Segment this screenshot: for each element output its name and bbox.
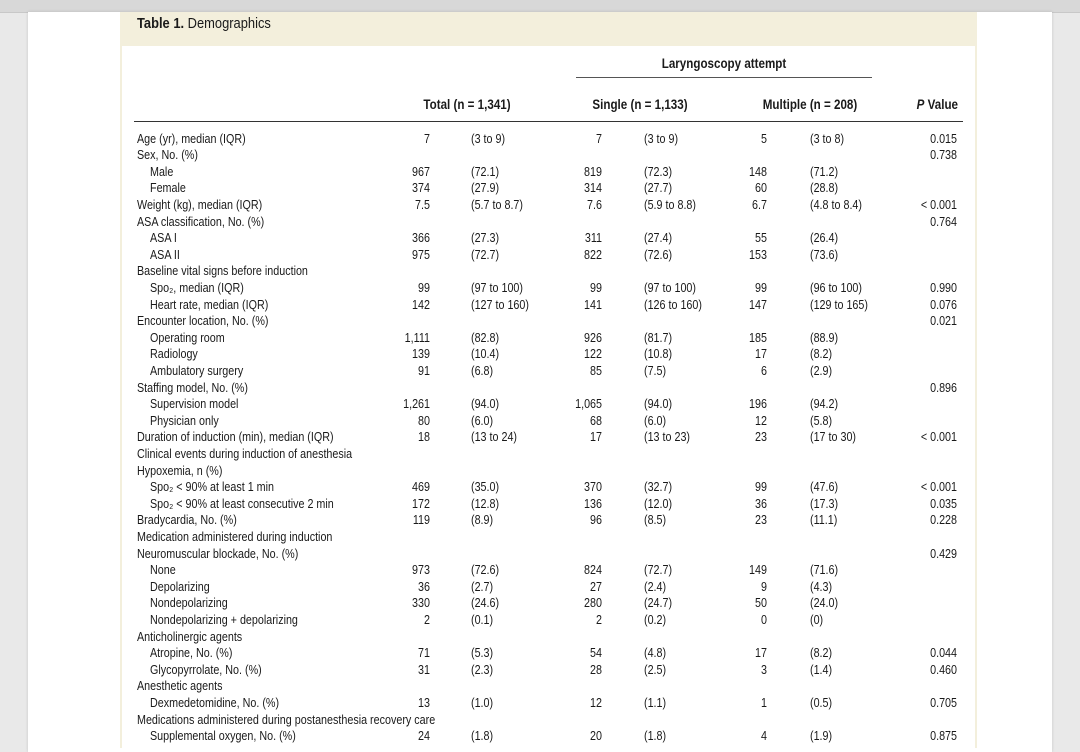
row-label: Encounter location, No. (%): [137, 314, 269, 329]
cell-single-count: 28: [590, 662, 602, 677]
cell-multiple-percent: (17.3): [810, 496, 839, 511]
cell-single-count: 27: [590, 579, 602, 594]
cell-total-percent: (8.9): [471, 513, 494, 528]
cell-p-value: 0.021: [930, 314, 957, 329]
cell-total-percent: (82.8): [471, 330, 500, 345]
cell-total-count: 172: [412, 496, 430, 511]
cell-single-percent: (1.1): [644, 695, 667, 710]
cell-total-percent: (6.0): [471, 413, 494, 428]
cell-p-value: 0.228: [930, 513, 957, 528]
cell-multiple-count: 23: [755, 513, 767, 528]
cell-total-count: 330: [412, 596, 430, 611]
cell-single-count: 1,065: [575, 397, 602, 412]
cell-single-count: 17: [590, 430, 602, 445]
cell-multiple-count: 17: [755, 646, 767, 661]
cell-total-percent: (10.4): [471, 347, 500, 362]
row-label: Nondepolarizing: [150, 596, 228, 611]
cell-multiple-percent: (71.6): [810, 563, 839, 578]
row-label: Glycopyrrolate, No. (%): [150, 662, 262, 677]
cell-multiple-count: 4: [761, 729, 767, 744]
cell-total-percent: (5.3): [471, 646, 494, 661]
cell-total-count: 139: [412, 347, 430, 362]
cell-p-value: 0.896: [930, 380, 957, 395]
cell-multiple-percent: (24.0): [810, 596, 839, 611]
cell-p-value: 0.076: [930, 297, 957, 312]
table-border-left: [120, 46, 122, 748]
cell-total-count: 119: [412, 513, 430, 528]
cell-total-percent: (72.7): [471, 247, 500, 262]
cell-single-count: 280: [584, 596, 602, 611]
cell-total-percent: (94.0): [471, 397, 500, 412]
cell-single-percent: (5.9 to 8.8): [644, 197, 696, 212]
cell-total-percent: (0.1): [471, 612, 494, 627]
row-label: None: [150, 563, 176, 578]
row-label: Ambulatory surgery: [150, 363, 244, 378]
cell-total-count: 36: [418, 579, 430, 594]
row-label: Physician only: [150, 413, 219, 428]
cell-total-count: 973: [412, 563, 430, 578]
cell-single-count: 311: [584, 231, 602, 246]
group-header-rule: [576, 77, 872, 78]
row-label: Staffing model, No. (%): [137, 380, 248, 395]
cell-total-count: 142: [412, 297, 430, 312]
cell-multiple-percent: (8.2): [810, 347, 833, 362]
cell-multiple-percent: (71.2): [810, 164, 839, 179]
cell-multiple-count: 6.7: [752, 197, 767, 212]
cell-multiple-count: 9: [761, 579, 767, 594]
cell-multiple-percent: (0.5): [810, 695, 833, 710]
cell-p-value: 0.764: [930, 214, 957, 229]
cell-single-percent: (4.8): [644, 646, 667, 661]
cell-multiple-percent: (17 to 30): [810, 430, 857, 445]
cell-single-percent: (13 to 23): [644, 430, 691, 445]
cell-multiple-count: 153: [749, 247, 767, 262]
cell-p-value: 0.429: [930, 546, 957, 561]
row-label: Neuromuscular blockade, No. (%): [137, 546, 299, 561]
cell-single-count: 136: [584, 496, 602, 511]
table-border-right: [975, 46, 977, 748]
cell-total-count: 91: [418, 363, 430, 378]
cell-single-percent: (126 to 160): [644, 297, 702, 312]
row-label: ASA classification, No. (%): [137, 214, 265, 229]
cell-multiple-count: 148: [749, 164, 767, 179]
cell-single-count: 819: [584, 164, 602, 179]
cell-p-value: < 0.001: [920, 430, 957, 445]
cell-total-percent: (6.8): [471, 363, 494, 378]
table-title-text: Demographics: [187, 15, 271, 32]
cell-multiple-percent: (88.9): [810, 330, 839, 345]
cell-single-percent: (32.7): [644, 480, 673, 495]
row-label: Medication administered during induction: [137, 529, 333, 544]
row-label: Supervision model: [150, 397, 239, 412]
cell-p-value: 0.738: [930, 148, 957, 163]
cell-single-count: 141: [584, 297, 602, 312]
cell-p-value: 0.705: [930, 695, 957, 710]
row-label: Depolarizing: [150, 579, 210, 594]
cell-total-percent: (35.0): [471, 480, 500, 495]
cell-p-value: 0.460: [930, 662, 957, 677]
cell-multiple-count: 185: [749, 330, 767, 345]
cell-total-count: 99: [418, 280, 430, 295]
cell-total-count: 24: [418, 729, 430, 744]
row-label: Age (yr), median (IQR): [137, 131, 246, 146]
cell-multiple-count: 60: [755, 181, 767, 196]
cell-single-count: 7.6: [587, 197, 602, 212]
row-label: Clinical events during induction of anesthesia: [137, 446, 353, 461]
cell-total-percent: (24.6): [471, 596, 500, 611]
cell-multiple-count: 3: [761, 662, 767, 677]
cell-multiple-count: 5: [761, 131, 767, 146]
cell-single-count: 2: [596, 612, 602, 627]
cell-multiple-percent: (0): [810, 612, 824, 627]
cell-multiple-percent: (26.4): [810, 231, 839, 246]
p-rest: Value: [924, 97, 958, 112]
p-italic: P: [916, 97, 925, 112]
cell-multiple-count: 147: [749, 297, 767, 312]
cell-multiple-percent: (2.9): [810, 363, 833, 378]
cell-p-value: 0.990: [930, 280, 957, 295]
cell-total-percent: (3 to 9): [471, 131, 506, 146]
cell-multiple-percent: (4.8 to 8.4): [810, 197, 862, 212]
cell-multiple-count: 0: [761, 612, 767, 627]
cell-single-percent: (2.5): [644, 662, 667, 677]
cell-single-percent: (72.6): [644, 247, 673, 262]
cell-total-count: 7.5: [415, 197, 430, 212]
row-label: Dexmedetomidine, No. (%): [150, 695, 280, 710]
row-label: Heart rate, median (IQR): [150, 297, 269, 312]
cell-multiple-percent: (1.4): [810, 662, 833, 677]
cell-total-count: 469: [412, 480, 430, 495]
cell-multiple-count: 55: [755, 231, 767, 246]
cell-total-percent: (2.7): [471, 579, 494, 594]
cell-multiple-percent: (96 to 100): [810, 280, 863, 295]
cell-total-percent: (27.9): [471, 181, 500, 196]
cell-multiple-count: 99: [755, 480, 767, 495]
cell-total-count: 975: [412, 247, 430, 262]
row-label: ASA I: [150, 231, 177, 246]
cell-total-percent: (12.8): [471, 496, 500, 511]
row-label: Spo₂ < 90% at least consecutive 2 min: [150, 496, 334, 511]
row-label: Atropine, No. (%): [150, 646, 233, 661]
cell-single-percent: (81.7): [644, 330, 673, 345]
cell-total-percent: (97 to 100): [471, 280, 524, 295]
cell-multiple-count: 99: [755, 280, 767, 295]
cell-total-count: 1,111: [404, 330, 430, 345]
cell-single-percent: (0.2): [644, 612, 667, 627]
row-label: Medications administered during postanesthesia recovery care: [137, 712, 436, 727]
cell-multiple-percent: (1.9): [810, 729, 833, 744]
cell-total-percent: (13 to 24): [471, 430, 518, 445]
cell-multiple-count: 36: [755, 496, 767, 511]
cell-single-percent: (7.5): [644, 363, 667, 378]
row-label: Female: [150, 181, 186, 196]
cell-single-percent: (27.4): [644, 231, 673, 246]
cell-p-value: < 0.001: [920, 480, 957, 495]
row-label: Spo₂, median (IQR): [150, 280, 244, 295]
cell-multiple-percent: (94.2): [810, 397, 839, 412]
cell-total-percent: (27.3): [471, 231, 500, 246]
cell-total-count: 18: [418, 430, 430, 445]
row-label: Supplemental oxygen, No. (%): [150, 729, 296, 744]
cell-single-count: 822: [584, 247, 602, 262]
cell-single-count: 96: [590, 513, 602, 528]
cell-total-percent: (2.3): [471, 662, 494, 677]
cell-single-percent: (94.0): [644, 397, 673, 412]
cell-total-percent: (5.7 to 8.7): [471, 197, 523, 212]
cell-multiple-percent: (8.2): [810, 646, 833, 661]
cell-single-percent: (72.7): [644, 563, 673, 578]
row-label: Radiology: [150, 347, 198, 362]
row-label: Weight (kg), median (IQR): [137, 197, 263, 212]
cell-total-count: 1,261: [403, 397, 430, 412]
column-header-single: Single (n = 1,133): [592, 97, 688, 112]
cell-multiple-count: 23: [755, 430, 767, 445]
cell-single-count: 7: [596, 131, 602, 146]
row-label: Nondepolarizing + depolarizing: [150, 612, 298, 627]
cell-multiple-count: 1: [761, 695, 767, 710]
cell-total-count: 366: [412, 231, 430, 246]
cell-total-percent: (72.6): [471, 563, 500, 578]
cell-single-count: 68: [590, 413, 602, 428]
cell-total-count: 31: [418, 662, 430, 677]
cell-multiple-count: 196: [749, 397, 767, 412]
cell-multiple-percent: (28.8): [810, 181, 839, 196]
cell-multiple-percent: (73.6): [810, 247, 839, 262]
cell-total-count: 2: [424, 612, 430, 627]
cell-p-value: 0.015: [930, 131, 957, 146]
cell-total-percent: (1.8): [471, 729, 494, 744]
cell-single-percent: (12.0): [644, 496, 673, 511]
cell-single-percent: (1.8): [644, 729, 667, 744]
cell-single-count: 926: [584, 330, 602, 345]
row-label: ASA II: [150, 247, 180, 262]
cell-single-percent: (72.3): [644, 164, 673, 179]
cell-multiple-count: 6: [761, 363, 767, 378]
cell-total-percent: (72.1): [471, 164, 500, 179]
cell-single-count: 122: [584, 347, 602, 362]
cell-multiple-count: 149: [749, 563, 767, 578]
row-label: Duration of induction (min), median (IQR): [137, 430, 334, 445]
row-label: Baseline vital signs before induction: [137, 264, 308, 279]
cell-p-value: 0.035: [930, 496, 957, 511]
header-rule: [134, 121, 963, 122]
column-header-total: Total (n = 1,341): [423, 97, 511, 112]
cell-single-percent: (3 to 9): [644, 131, 679, 146]
cell-total-count: 374: [412, 181, 430, 196]
cell-total-percent: (1.0): [471, 695, 494, 710]
table-title: [137, 14, 271, 34]
cell-total-count: 967: [412, 164, 430, 179]
row-label: Anesthetic agents: [137, 679, 223, 694]
cell-multiple-count: 12: [755, 413, 767, 428]
cell-p-value: 0.044: [930, 646, 957, 661]
cell-single-percent: (27.7): [644, 181, 673, 196]
cell-single-count: 824: [584, 563, 602, 578]
cell-multiple-percent: (47.6): [810, 480, 839, 495]
cell-single-percent: (97 to 100): [644, 280, 697, 295]
cell-single-percent: (2.4): [644, 579, 667, 594]
cell-single-count: 54: [590, 646, 602, 661]
cell-multiple-percent: (5.8): [810, 413, 833, 428]
column-header-multiple: Multiple (n = 208): [762, 97, 858, 112]
cell-single-count: 20: [590, 729, 602, 744]
cell-single-percent: (10.8): [644, 347, 673, 362]
cell-single-count: 314: [584, 181, 602, 196]
cell-single-count: 370: [584, 480, 602, 495]
cell-p-value: 0.875: [930, 729, 957, 744]
cell-total-count: 7: [424, 131, 430, 146]
cell-single-percent: (8.5): [644, 513, 667, 528]
cell-single-percent: (6.0): [644, 413, 667, 428]
cell-single-count: 12: [590, 695, 602, 710]
cell-total-count: 71: [418, 646, 430, 661]
cell-multiple-percent: (129 to 165): [810, 297, 868, 312]
row-label: Hypoxemia, n (%): [137, 463, 223, 478]
cell-p-value: < 0.001: [920, 197, 957, 212]
group-header-laryngoscopy: Laryngoscopy attempt: [661, 56, 787, 71]
cell-multiple-percent: (3 to 8): [810, 131, 845, 146]
column-header-p-value: [891, 96, 958, 114]
cell-total-count: 13: [418, 695, 430, 710]
row-label: Anticholinergic agents: [137, 629, 243, 644]
cell-multiple-count: 17: [755, 347, 767, 362]
row-label: Sex, No. (%): [137, 148, 198, 163]
table-number: Table 1.: [137, 15, 185, 32]
row-label: Spo₂ < 90% at least 1 min: [150, 480, 274, 495]
cell-single-count: 99: [590, 280, 602, 295]
cell-single-percent: (24.7): [644, 596, 673, 611]
row-label: Operating room: [150, 330, 225, 345]
row-label: Male: [150, 164, 174, 179]
cell-multiple-percent: (11.1): [810, 513, 838, 528]
cell-total-count: 80: [418, 413, 430, 428]
cell-multiple-count: 50: [755, 596, 767, 611]
row-label: Bradycardia, No. (%): [137, 513, 237, 528]
cell-single-count: 85: [590, 363, 602, 378]
cell-multiple-percent: (4.3): [810, 579, 833, 594]
cell-total-percent: (127 to 160): [471, 297, 529, 312]
